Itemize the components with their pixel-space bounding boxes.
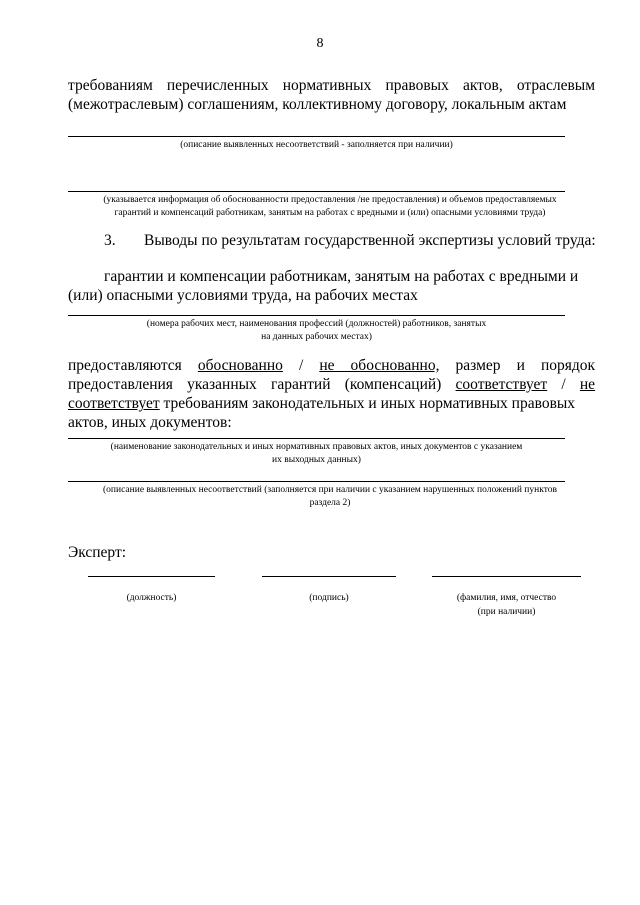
- option-not-complies-part-2: соответствует: [68, 395, 160, 412]
- section-3-title: Выводы по результатам государственной экспертизы условий труда:: [144, 232, 596, 249]
- conclusion-line-1: [68, 356, 595, 375]
- conclusion-word: гарантий: [270, 376, 331, 393]
- conclusion-line-4: актов, иных документов:: [68, 414, 232, 431]
- workplaces-blank-line: [68, 315, 565, 316]
- conclusion-word: размер: [455, 357, 501, 374]
- caption-full-name-line-1: (фамилия, имя, отчество: [456, 593, 557, 603]
- legal-acts-blank-line: [68, 438, 565, 439]
- conclusion-word: предоставления: [68, 376, 173, 393]
- caption-violations-line-1: (описание выявленных несоответствий (заполняется при наличии с указанием нарушенных положений пунктов: [103, 485, 557, 495]
- intro-line-2: (межотраслевым) соглашениям, коллективному договору, локальным актам: [68, 96, 567, 113]
- name-blank-line: [432, 576, 581, 577]
- guarantees-line-2: (или) опасными условиями труда, на рабочих местах: [68, 287, 418, 304]
- caption-workplaces-line-1: (номера рабочих мест, наименования профессий (должностей) работников, занятых: [146, 319, 487, 329]
- conclusion-text: требованиям законодательных и иных нормативных правовых: [163, 395, 576, 412]
- justification-blank-line: [68, 191, 565, 192]
- conclusion-separator: /: [298, 357, 304, 374]
- expert-label: Эксперт:: [68, 544, 127, 561]
- section-3-heading: [104, 232, 604, 250]
- conclusion-word: порядок: [540, 357, 596, 374]
- conclusion-separator: /: [561, 376, 566, 393]
- caption-full-name: [432, 591, 581, 619]
- caption-justification-line-1: (указывается информация об обоснованности предоставления /не предоставления) и объемов предоставляемых: [103, 195, 557, 205]
- option-justified: обоснованно: [197, 357, 283, 374]
- guarantees-line-1: гарантии и компенсации работникам, занятым на работах с вредными и: [104, 268, 579, 285]
- signature-blank-line: [262, 576, 396, 577]
- caption-workplaces-line-2: на данных рабочих местах): [261, 331, 372, 342]
- caption-signature: (подпись): [309, 593, 349, 603]
- intro-line-1: требованиям перечисленных нормативных правовых актов, отраслевым: [68, 77, 595, 94]
- caption-justification: [60, 194, 600, 219]
- caption-violations-line-2: раздела 2): [309, 497, 351, 508]
- conclusion-line-3: [68, 394, 595, 413]
- violations-blank-line: [68, 481, 565, 482]
- caption-workplaces: [68, 318, 565, 343]
- caption-violations: [60, 484, 600, 509]
- conclusion-word: предоставляются: [68, 357, 182, 374]
- position-blank-line: [88, 576, 215, 577]
- caption-position: (должность): [126, 593, 177, 603]
- caption-justification-line-2: гарантий и компенсаций работникам, занятым на работах с вредными и (или) опасными условиями труда): [114, 207, 546, 218]
- option-not-justified: не обоснованно,: [319, 357, 440, 374]
- page-number: 8: [316, 36, 324, 51]
- conclusion-line-2: [68, 375, 595, 394]
- conclusion-word: (компенсаций): [344, 376, 442, 393]
- caption-legal-acts-line-1: (наименование законодательных и иных нормативных правовых актов, иных документов с указанием: [110, 442, 523, 452]
- caption-full-name-line-2: (при наличии): [477, 607, 536, 617]
- section-3-number: 3.: [104, 232, 116, 249]
- discrepancy-blank-line: [68, 136, 565, 137]
- conclusion-word: указанных: [187, 376, 257, 393]
- conclusion-word: и: [516, 357, 525, 374]
- option-not-complies-part-1: не: [579, 376, 596, 393]
- caption-discrepancy: (описание выявленных несоответствий - заполняется при наличии): [180, 140, 453, 150]
- caption-legal-acts-line-2: их выходных данных): [272, 454, 361, 465]
- option-complies: соответствует: [455, 376, 548, 393]
- caption-legal-acts: [68, 441, 565, 466]
